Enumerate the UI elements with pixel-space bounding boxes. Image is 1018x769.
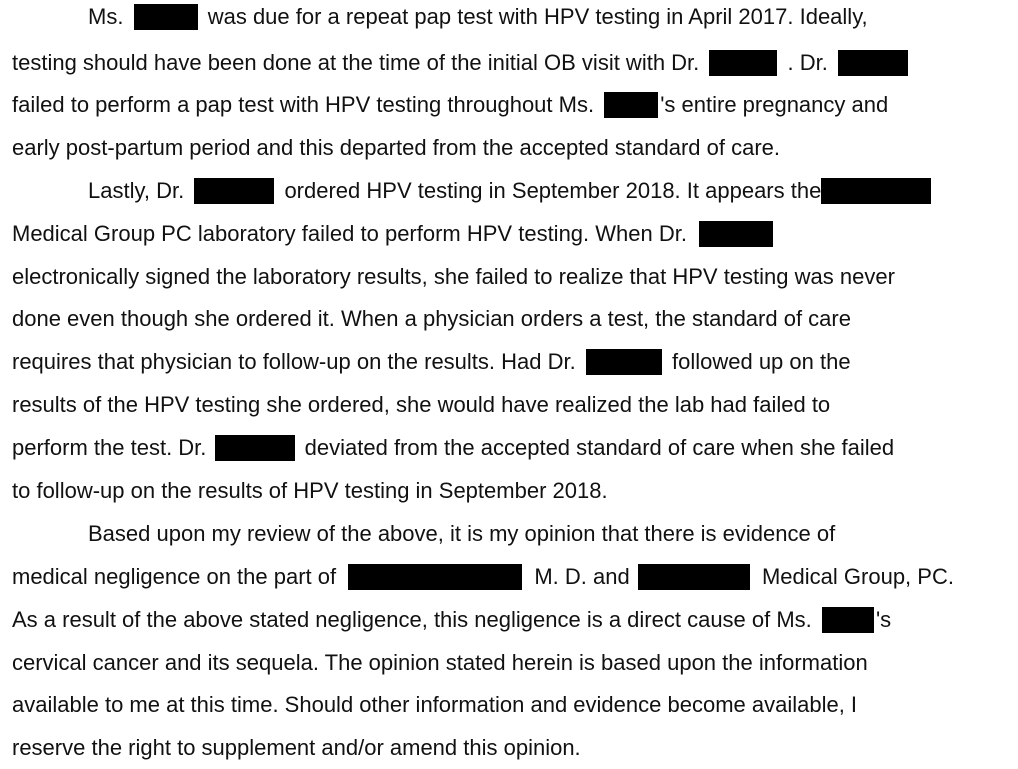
redaction-box — [821, 178, 931, 204]
text: electronically signed the laboratory results, she failed to realize that HPV testing was never — [12, 264, 895, 289]
redaction-box — [194, 178, 274, 204]
text: was due for a repeat pap test with HPV testing in April 2017. Ideally, — [207, 4, 868, 29]
redaction-box — [134, 4, 198, 30]
text: M. D. and — [534, 564, 630, 589]
text: reserve the right to supplement and/or amend this opinion. — [12, 735, 581, 760]
text: ordered HPV testing in September 2018. It appears the — [284, 178, 822, 203]
p3-line-5 — [12, 688, 857, 722]
text: perform the test. Dr. — [12, 435, 207, 460]
p1-line-3 — [12, 88, 888, 122]
p3-line-1 — [88, 517, 835, 551]
redaction-box — [348, 564, 522, 590]
text: results of the HPV testing she ordered, she would have realized the lab had failed to — [12, 392, 831, 417]
p3-line-3 — [12, 603, 891, 637]
p2-line-5 — [12, 345, 851, 379]
text: done even though she ordered it. When a physician orders a test, the standard of care — [12, 306, 851, 331]
p2-line-4 — [12, 302, 851, 336]
text: 's entire pregnancy and — [660, 92, 889, 117]
p2-line-2 — [12, 217, 773, 251]
p1-line-4 — [12, 131, 780, 165]
text: early post-partum period and this departed from the accepted standard of care. — [12, 135, 780, 160]
redaction-box — [699, 221, 773, 247]
text: Ms. — [88, 4, 124, 29]
text: followed up on the — [671, 349, 851, 374]
text: deviated from the accepted standard of care when she failed — [304, 435, 895, 460]
redaction-box — [215, 435, 295, 461]
text: 's — [875, 607, 892, 632]
text: Medical Group, PC. — [761, 564, 954, 589]
p2-line-3 — [12, 260, 895, 294]
redaction-box — [604, 92, 658, 118]
p1-line-2 — [12, 46, 908, 80]
text: cervical cancer and its sequela. The opinion stated herein is based upon the information — [12, 650, 868, 675]
text: testing should have been done at the time of the initial OB visit with Dr. — [12, 50, 700, 75]
text: medical negligence on the part of — [12, 564, 337, 589]
p2-line-1 — [88, 174, 931, 208]
p3-line-2 — [12, 560, 954, 594]
text: . Dr. — [787, 50, 828, 75]
text: As a result of the above stated negligence, this negligence is a direct cause of Ms. — [12, 607, 812, 632]
p3-line-6 — [12, 731, 581, 765]
p1-line-1 — [88, 0, 868, 34]
text: available to me at this time. Should other information and evidence become available, I — [12, 692, 858, 717]
redaction-box — [586, 349, 662, 375]
text: Medical Group PC laboratory failed to perform HPV testing. When Dr. — [12, 221, 687, 246]
redaction-box — [838, 50, 908, 76]
text: Based upon my review of the above, it is my opinion that there is evidence of — [88, 521, 836, 546]
text: to follow-up on the results of HPV testing in September 2018. — [12, 478, 608, 503]
redaction-box — [638, 564, 750, 590]
redaction-box — [709, 50, 777, 76]
text: failed to perform a pap test with HPV testing throughout Ms. — [12, 92, 595, 117]
text: requires that physician to follow-up on the results. Had Dr. — [12, 349, 576, 374]
redaction-box — [822, 607, 874, 633]
p3-line-4 — [12, 646, 868, 680]
p2-line-8 — [12, 474, 608, 508]
text: Lastly, Dr. — [88, 178, 185, 203]
p2-line-6 — [12, 388, 830, 422]
p2-line-7 — [12, 431, 894, 465]
